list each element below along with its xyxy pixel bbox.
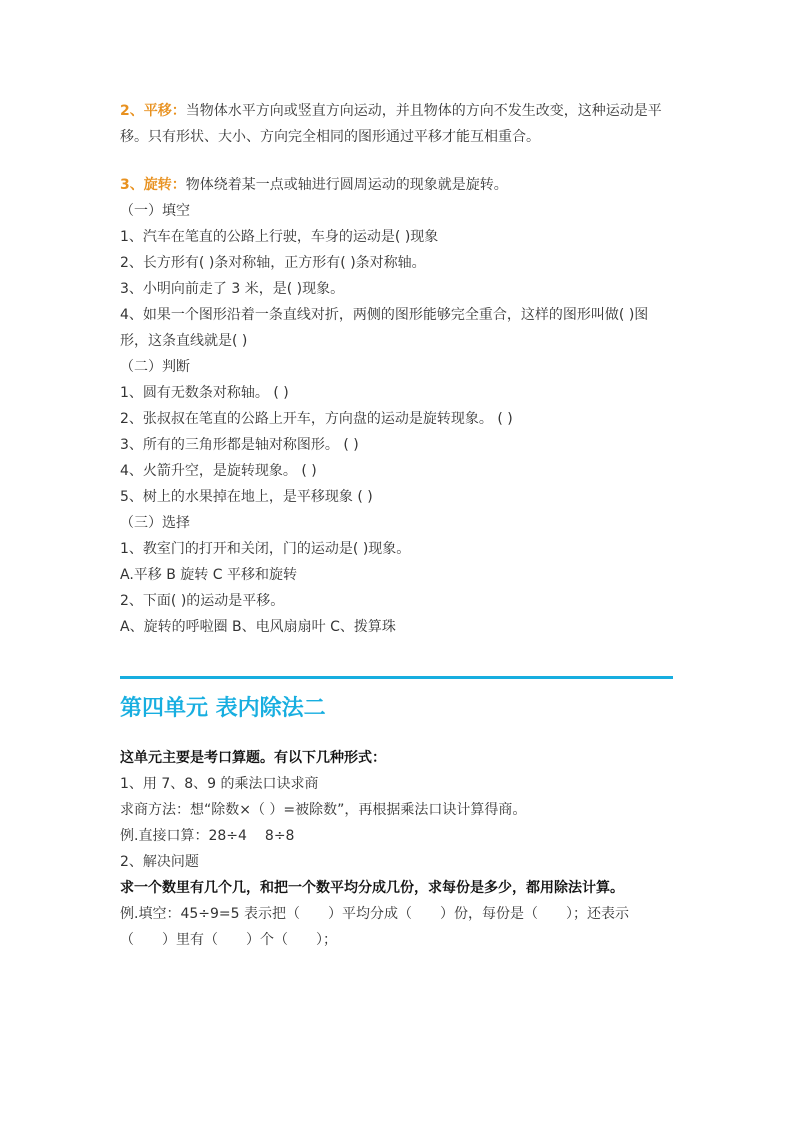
rotation-colon: ： [171,177,186,193]
translation-number: 2、 [120,103,144,119]
fill-blank-item: 2、长方形有( )条对称轴，正方形有( )条对称轴。 [120,255,426,271]
unit-line: 1、用 7、8、9 的乘法口诀求商 [120,776,319,792]
fill-blank-header: （一）填空 [120,203,190,219]
fill-blank-item: 3、小明向前走了 3 米，是( )现象。 [120,281,345,297]
problem-header: 2、解决问题 [120,854,199,870]
unit-title: 第四单元 表内除法二 [120,696,326,721]
translation-colon: ： [171,103,186,119]
mental-calc-example [120,823,676,849]
section-divider [120,676,673,679]
translation-text: 当物体水平方向或竖直方向运动，并且物体的方向不发生改变，这种运动是平移。只有形状、大小、方向完全相同的图形通过平移才能互相重合。 [120,103,662,145]
example-expression: 28÷4 [208,828,247,844]
translation-definition [120,98,676,150]
fill-example: 例.填空：45÷9=5 表示把（ ）平均分成（ ）份，每份是（ ）；还表示（ ）里有（ ）个（ ）； [120,906,629,948]
judge-item: 3、所有的三角形都是轴对称图形。 ( ) [120,437,359,453]
example-expression: 8÷8 [264,828,295,844]
judge-item: 4、火箭升空，是旋转现象。 ( ) [120,463,317,479]
translation-title: 平移 [143,103,172,119]
fill-blank-item: 1、汽车在笔直的公路上行驶，车身的运动是( )现象 [120,229,439,245]
example-label: 例.直接口算： [120,828,209,844]
choose-options: A、旋转的呼啦圈 B、电风扇扇叶 C、拨算珠 [120,619,396,635]
choose-options: A.平移 B 旋转 C 平移和旋转 [120,567,297,583]
judge-header: （二）判断 [120,359,190,375]
judge-item: 1、圆有无数条对称轴。 ( ) [120,385,289,401]
choose-item: 2、下面( )的运动是平移。 [120,593,285,609]
rotation-title: 旋转 [143,177,172,193]
spacer [120,727,676,745]
rotation-definition [120,172,676,198]
division-rule: 求一个数里有几个几，和把一个数平均分成几份，求每份是多少，都用除法计算。 [120,880,624,896]
choose-item: 1、教室门的打开和关闭，门的运动是( )现象。 [120,541,411,557]
judge-item: 5、树上的水果掉在地上，是平移现象 ( ) [120,489,373,505]
rotation-number: 3、 [120,177,144,193]
judge-item: 2、张叔叔在笔直的公路上开车，方向盘的运动是旋转现象。 ( ) [120,411,513,427]
spacer [120,150,676,172]
rotation-text: 物体绕着某一点或轴进行圆周运动的现象就是旋转。 [185,177,508,193]
choose-header: （三）选择 [120,515,190,531]
unit-line: 求商方法：想“除数×（ ）=被除数”，再根据乘法口诀计算得商。 [120,802,527,818]
unit-intro: 这单元主要是考口算题。有以下几种形式： [120,750,386,766]
document-page [120,98,676,953]
fill-blank-item: 4、如果一个图形沿着一条直线对折，两侧的图形能够完全重合，这样的图形叫做( )图形，这条直线就是( ) [120,307,649,349]
